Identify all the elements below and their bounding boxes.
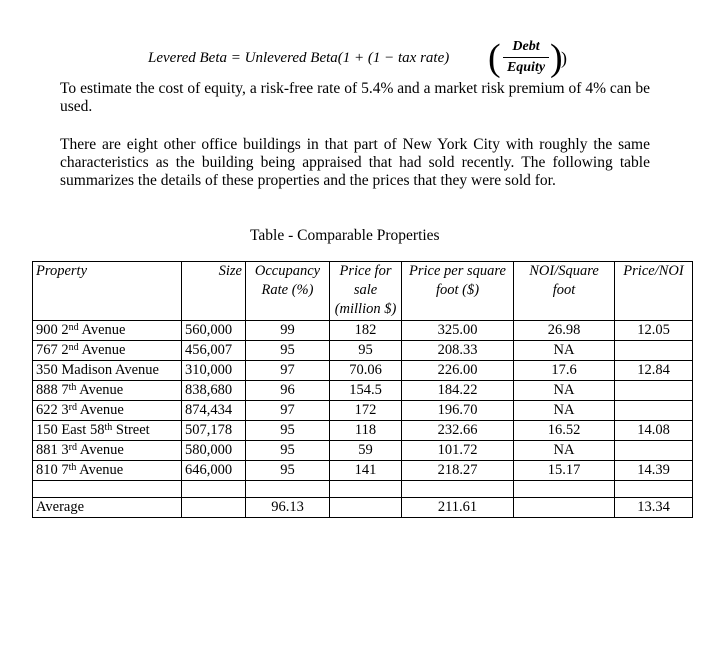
size-cell: 838,680 (182, 381, 246, 401)
property-name-rest: Avenue (78, 322, 126, 338)
formula-denominator: Equity (506, 60, 546, 75)
occupancy-cell: 97 (246, 361, 330, 381)
cost-of-equity-paragraph: To estimate the cost of equity, a risk-free rate of 5.4% and a market risk premium of 4% can be used. (60, 80, 650, 115)
price-cell: 95 (330, 341, 402, 361)
header-price-per-sqft: Price per square foot ($) (402, 262, 514, 321)
property-name-rest: Avenue (76, 402, 124, 418)
property-name (33, 441, 182, 461)
noi-cell: NA (514, 401, 615, 421)
table-row (33, 341, 693, 361)
price-noi-cell: 14.08 (615, 421, 693, 441)
property-ordinal-suffix: rd (68, 402, 77, 413)
property-name-main: 622 3 (36, 402, 69, 418)
size-cell: 560,000 (182, 321, 246, 341)
property-name (33, 401, 182, 421)
price-per-sqft-cell: 208.33 (402, 341, 514, 361)
size-cell: 507,178 (182, 421, 246, 441)
property-ordinal-suffix: nd (68, 322, 79, 333)
table-row (33, 381, 693, 401)
header-occupancy: Occupancy Rate (%) (246, 262, 330, 321)
price-cell: 182 (330, 321, 402, 341)
property-name-main: 888 7 (36, 382, 69, 398)
price-per-sqft-cell: 196.70 (402, 401, 514, 421)
occupancy-cell: 95 (246, 461, 330, 481)
property-name (33, 361, 182, 381)
average-price (330, 498, 402, 518)
property-name-rest: Avenue (76, 442, 124, 458)
property-ordinal-suffix: nd (68, 342, 79, 353)
average-row (33, 498, 693, 518)
property-name-main: 767 2 (36, 342, 69, 358)
property-name-main: 900 2 (36, 322, 69, 338)
formula-open-paren: ( (488, 37, 501, 79)
table-caption: Table - Comparable Properties (250, 227, 440, 244)
property-name-rest: Avenue (76, 382, 124, 398)
formula-fraction (503, 38, 549, 77)
comparable-properties-table (32, 261, 693, 518)
table-row (33, 421, 693, 441)
table-spacer-row (33, 481, 693, 498)
fraction-bar (503, 57, 549, 58)
size-cell: 874,434 (182, 401, 246, 421)
property-name-rest: Avenue (76, 462, 124, 478)
property-name (33, 341, 182, 361)
noi-cell: NA (514, 441, 615, 461)
property-name (33, 421, 182, 441)
average-label: Average (33, 498, 182, 518)
average-price-per-sqft: 211.61 (402, 498, 514, 518)
header-price-for-sale: Price for sale (million $) (330, 262, 402, 321)
property-ordinal-suffix: th (68, 462, 77, 473)
property-name (33, 381, 182, 401)
table-row (33, 461, 693, 481)
occupancy-cell: 95 (246, 421, 330, 441)
size-cell: 646,000 (182, 461, 246, 481)
formula-close-paren: ) (550, 37, 563, 79)
noi-cell: 15.17 (514, 461, 615, 481)
price-per-sqft-cell: 218.27 (402, 461, 514, 481)
occupancy-cell: 96 (246, 381, 330, 401)
price-cell: 118 (330, 421, 402, 441)
size-cell: 456,007 (182, 341, 246, 361)
formula-outer-close-paren: ) (561, 48, 567, 68)
noi-cell: 26.98 (514, 321, 615, 341)
levered-beta-formula (148, 38, 588, 82)
property-name-rest: Avenue (78, 342, 126, 358)
price-noi-cell (615, 341, 693, 361)
noi-cell: NA (514, 341, 615, 361)
property-name-main: 881 3 (36, 442, 69, 458)
price-noi-cell: 12.05 (615, 321, 693, 341)
price-noi-cell: 14.39 (615, 461, 693, 481)
table-row (33, 441, 693, 461)
table-row (33, 321, 693, 341)
property-ordinal-suffix: rd (68, 442, 77, 453)
price-per-sqft-cell: 101.72 (402, 441, 514, 461)
formula-numerator: Debt (512, 39, 540, 54)
property-name-rest: Street (112, 422, 150, 438)
noi-cell: 16.52 (514, 421, 615, 441)
price-noi-cell: 12.84 (615, 361, 693, 381)
price-cell: 70.06 (330, 361, 402, 381)
property-name (33, 321, 182, 341)
price-per-sqft-cell: 226.00 (402, 361, 514, 381)
size-cell: 580,000 (182, 441, 246, 461)
header-price-noi: Price/NOI (615, 262, 693, 321)
table-row (33, 401, 693, 421)
average-noi (514, 498, 615, 518)
occupancy-cell: 99 (246, 321, 330, 341)
noi-cell: 17.6 (514, 361, 615, 381)
price-cell: 172 (330, 401, 402, 421)
property-name-main: 350 Madison Avenue (36, 362, 159, 378)
price-noi-cell (615, 441, 693, 461)
price-cell: 141 (330, 461, 402, 481)
comparables-paragraph: There are eight other office buildings in that part of New York City with roughly the same characteristics as the building being appraised that had sold recently. The following table summarizes the details of these properties and the prices that they were sold for. (60, 136, 650, 189)
occupancy-cell: 97 (246, 401, 330, 421)
noi-cell: NA (514, 381, 615, 401)
size-cell: 310,000 (182, 361, 246, 381)
price-cell: 154.5 (330, 381, 402, 401)
price-noi-cell (615, 381, 693, 401)
price-noi-cell (615, 401, 693, 421)
formula-lhs: Levered Beta = Unlevered Beta(1 + (1 − tax rate) (148, 50, 450, 66)
price-per-sqft-cell: 325.00 (402, 321, 514, 341)
average-size (182, 498, 246, 518)
property-name-main: 150 East 58 (36, 422, 105, 438)
price-per-sqft-cell: 184.22 (402, 381, 514, 401)
header-property: Property (33, 262, 182, 321)
property-ordinal-suffix: th (104, 422, 113, 433)
occupancy-cell: 95 (246, 441, 330, 461)
property-name-main: 810 7 (36, 462, 69, 478)
table-row (33, 361, 693, 381)
table-header-row (33, 262, 693, 321)
price-cell: 59 (330, 441, 402, 461)
occupancy-cell: 95 (246, 341, 330, 361)
property-ordinal-suffix: th (68, 382, 77, 393)
average-occupancy: 96.13 (246, 498, 330, 518)
average-price-noi: 13.34 (615, 498, 693, 518)
header-size: Size (182, 262, 246, 321)
property-name (33, 461, 182, 481)
header-noi-per-sqft: NOI/Square foot (514, 262, 615, 321)
price-per-sqft-cell: 232.66 (402, 421, 514, 441)
